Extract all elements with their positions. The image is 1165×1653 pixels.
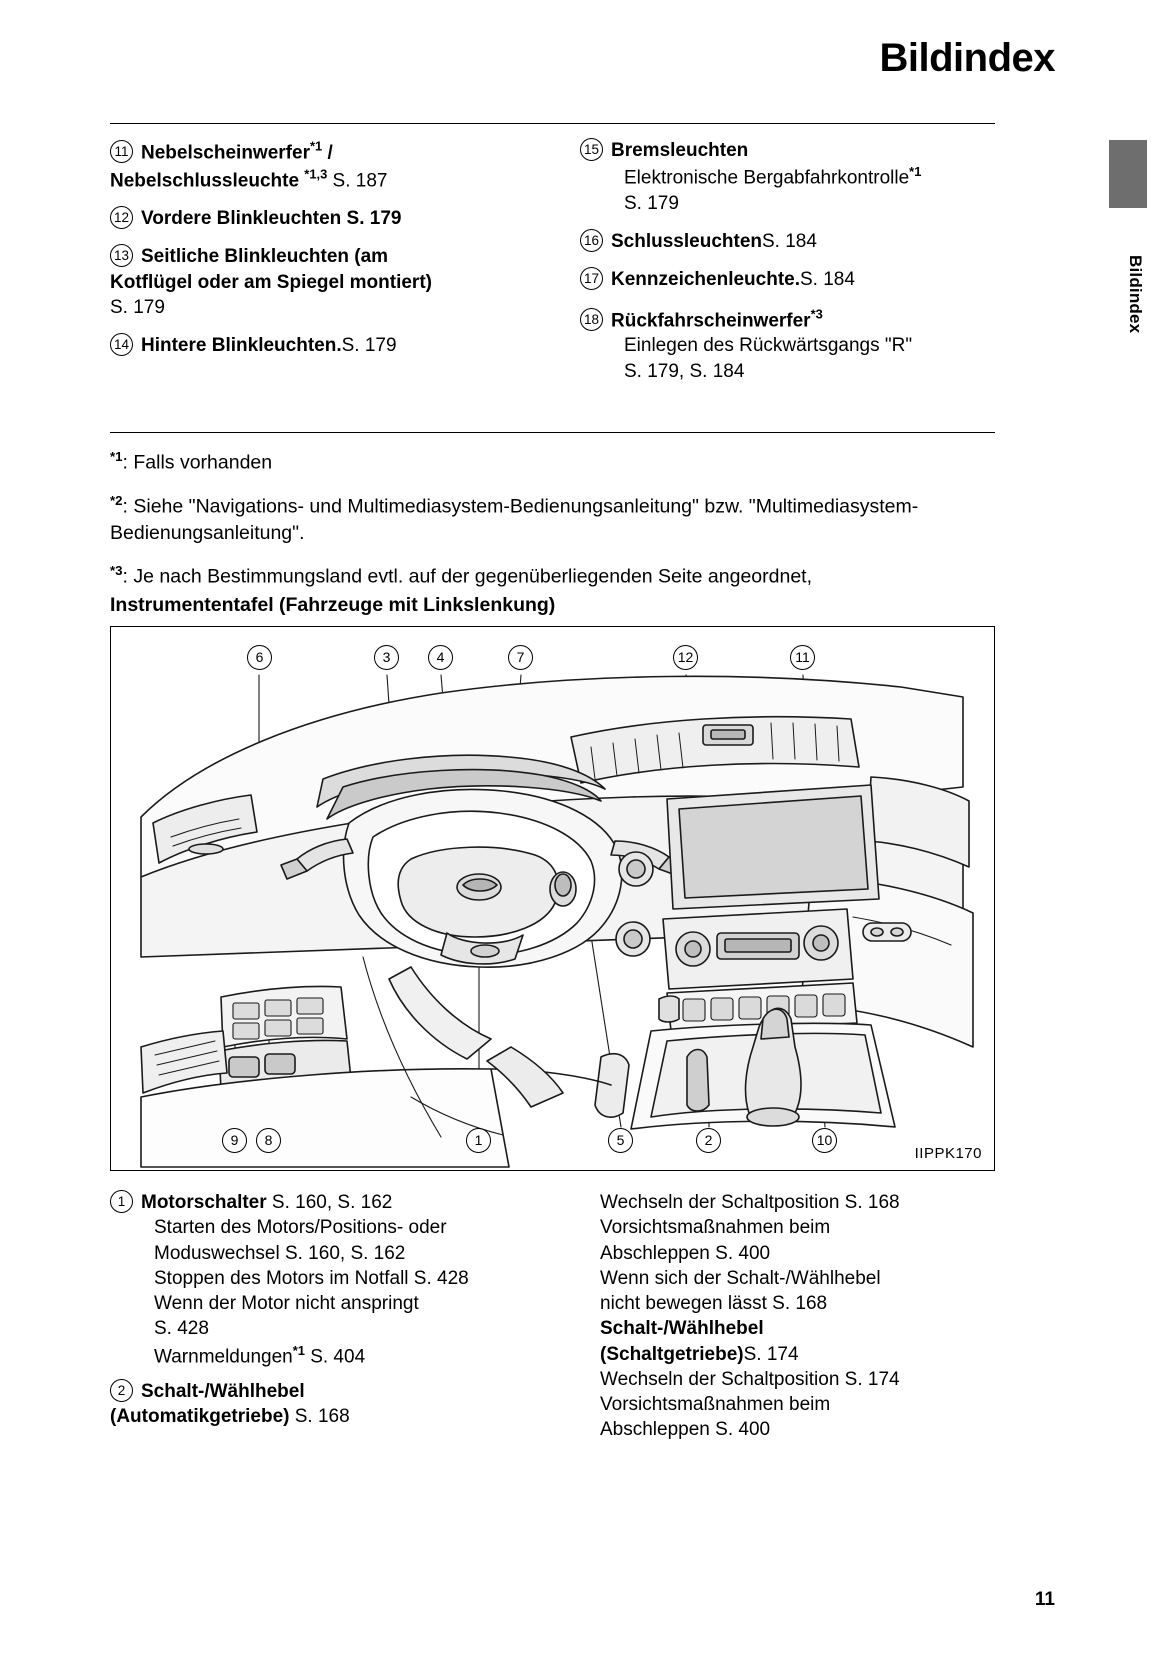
callout-number-15: 15 [580,138,603,161]
index-item-15 [580,138,1000,216]
figure-callout-3[interactable]: 3 [374,645,399,670]
index-item-15-sub1: Elektronische Bergabfahrkontrolle [624,167,910,189]
detail-right-line-4: Wenn sich der Schalt-/Wählhebel [600,1267,881,1289]
section-tab-marker [1109,140,1147,208]
figure-callout-12[interactable]: 12 [673,645,698,670]
index-item-11-label: Nebelscheinwerfer [141,142,310,164]
index-item-16-page: S. 184 [762,231,817,253]
callout-number-2: 2 [110,1379,133,1402]
footnote-2-text: : Siehe "Navigations- und Multimediasystem-Bedienungsanleitung" bzw. "Multimediasystem-Bedienungsanleitung". [110,495,919,544]
detail-right-line-5: nicht bewegen lässt S. 168 [600,1293,828,1315]
footnotes [110,448,1000,606]
index-item-17-label: Kennzeichenleuchte. [611,269,800,291]
index-item-14-label: Hintere Blinkleuchten. [141,335,342,357]
index-item-11-sup1: *1 [309,139,323,154]
detail-item-2-page: S. 168 [289,1406,350,1428]
detail-item-1-sub-6-sup: *1 [292,1342,305,1358]
callout-number-18: 18 [580,308,603,331]
figure-callout-2[interactable]: 2 [696,1128,721,1153]
dashboard-illustration [111,627,994,1170]
detail-item-1-sub-3: Stoppen des Motors im Notfall S. 428 [154,1267,469,1289]
index-item-13-label: Seitliche Blinkleuchten (am [141,246,389,268]
figure-callout-4[interactable]: 4 [428,645,453,670]
callout-number-17: 17 [580,267,603,290]
detail-item-2-label2: (Automatikgetriebe) [110,1406,290,1428]
detail-item-1-label: Motorschalter [141,1192,267,1213]
detail-item-1-sub-6-page: S. 404 [304,1345,366,1367]
footnote-1-text: : Falls vorhanden [122,451,273,474]
detail-item-1-sub-1: Starten des Motors/Positions- oder [154,1217,447,1239]
figure-heading: Instrumententafel (Fahrzeuge mit Linkslenkung) [110,594,556,616]
footnote-3-mark: *3 [110,562,123,578]
footnote-3-text: : Je nach Bestimmungsland evtl. auf der gegenüberliegenden Seite angeordnet, [122,565,813,588]
index-item-12 [110,206,540,231]
index-item-16-label: Schlussleuchten [611,231,762,253]
figure-callout-1[interactable]: 1 [466,1128,491,1153]
index-item-13-page: S. 179 [110,296,165,318]
detail-right-line-8: Abschleppen S. 400 [600,1419,771,1441]
index-column-left [110,138,540,372]
callout-number-16: 16 [580,229,603,252]
detail-right-bold-1: Schalt-/Wählhebel [600,1318,764,1340]
footnote-1 [110,448,1000,476]
footnote-2 [110,492,1000,546]
footnote-3 [110,562,1000,590]
page-title: Bildindex [879,36,1055,80]
detail-item-1-sub-2: Moduswechsel S. 160, S. 162 [154,1242,406,1264]
index-item-11-sup2: *1,3 [304,166,328,182]
detail-right-bold-2: (Schaltgetriebe) [600,1343,744,1365]
detail-right-line-2: Vorsichtsmaßnahmen beim [600,1217,831,1239]
figure-callout-6[interactable]: 6 [247,645,272,670]
detail-column-right [600,1190,1000,1443]
detail-item-2-label: Schalt-/Wählhebel [141,1381,305,1403]
divider-middle [110,432,995,433]
footnote-2-mark: *2 [110,492,123,508]
callout-number-12: 12 [110,206,133,229]
index-item-13 [110,244,540,320]
divider-top [110,123,995,124]
index-item-18-sub2: S. 179, S. 184 [624,360,745,382]
index-item-11-page: S. 187 [327,169,388,191]
index-item-18 [580,306,1000,384]
index-item-17 [580,267,1000,292]
detail-right-line-6: Wechseln der Schaltposition S. 174 [600,1368,900,1390]
detail-right-line-7: Vorsichtsmaßnahmen beim [600,1394,831,1416]
detail-right-bold-2-page: S. 174 [743,1343,799,1365]
detail-column-left [110,1190,540,1440]
index-item-11 [110,138,540,193]
index-column-right [580,138,1000,397]
index-item-16 [580,229,1000,254]
footnote-1-mark: *1 [110,449,123,464]
figure-code: IIPPK170 [914,1145,982,1162]
detail-right-line-1: Wechseln der Schaltposition S. 168 [600,1192,900,1213]
page-number: 11 [1034,1589,1055,1610]
index-item-12-label: Vordere Blinkleuchten S. 179 [141,208,402,230]
callout-number-1: 1 [110,1190,133,1213]
detail-item-1-page: S. 160, S. 162 [266,1192,393,1213]
index-item-11-label2: Nebelschlussleuchte [110,169,305,191]
detail-item-1-sub-5: S. 428 [154,1318,209,1340]
index-item-11-tail: / [322,142,333,164]
dashboard-figure [110,626,995,1171]
index-item-13-label2: Kotflügel oder am Spiegel montiert) [110,271,432,293]
index-item-18-sub1: Einlegen des Rückwärtsgangs "R" [624,335,913,357]
detail-item-2 [110,1379,540,1430]
index-item-14 [110,333,540,358]
callout-number-11: 11 [110,140,133,163]
detail-item-1 [110,1190,540,1369]
figure-callout-5[interactable]: 5 [608,1128,633,1153]
detail-right-line-3: Abschleppen S. 400 [600,1242,771,1264]
callout-number-14: 14 [110,333,133,356]
index-item-18-label: Rückfahrscheinwerfer [611,309,811,331]
index-item-17-page: S. 184 [800,269,855,291]
index-item-18-sup: *3 [810,306,823,322]
detail-item-1-subs [110,1215,540,1369]
detail-item-1-sub-4: Wenn der Motor nicht anspringt [154,1293,419,1315]
figure-callout-8[interactable]: 8 [256,1128,281,1153]
detail-item-1-sub-6: Warnmeldungen [154,1345,293,1367]
index-item-14-page: S. 179 [341,335,397,357]
figure-callout-9[interactable]: 9 [222,1128,247,1153]
index-item-15-label: Bremsleuchten [611,140,749,161]
figure-callout-7[interactable]: 7 [508,645,533,670]
figure-callout-10[interactable]: 10 [812,1128,837,1153]
callout-number-13: 13 [110,244,133,267]
section-tab-label: Bildindex [1126,255,1145,334]
index-item-15-sub2: S. 179 [624,192,679,214]
index-item-15-sup: *1 [909,164,922,180]
figure-callout-11[interactable]: 11 [790,645,815,670]
